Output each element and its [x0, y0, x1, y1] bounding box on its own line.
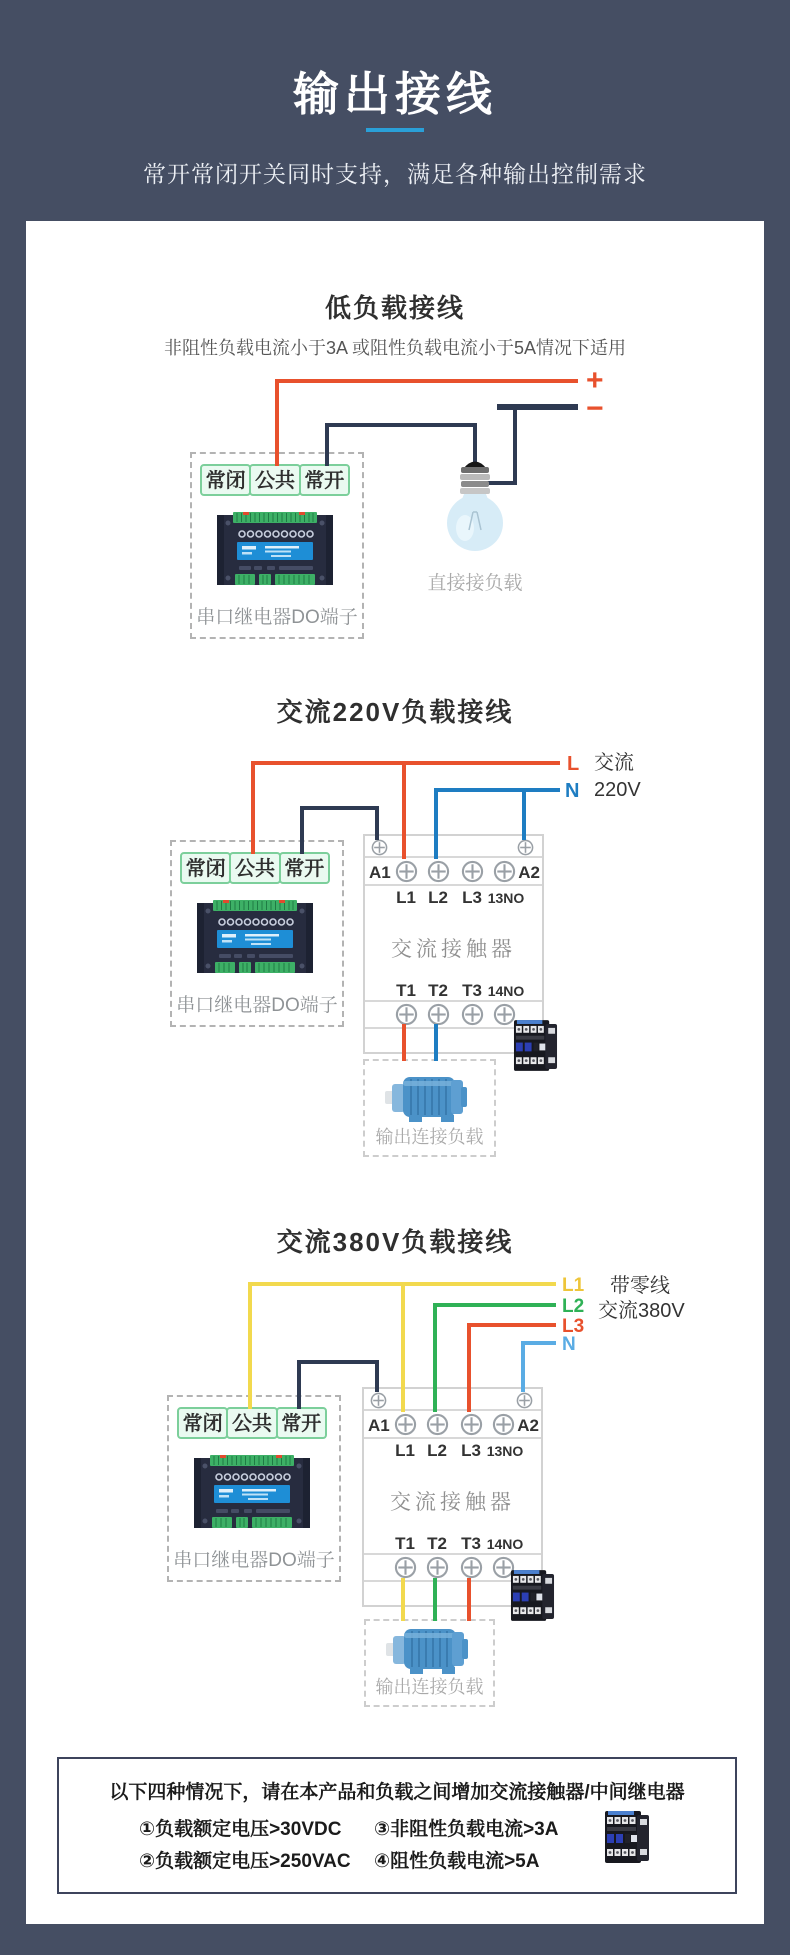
terminal-strip [180, 852, 330, 884]
notice-box [57, 1757, 737, 1894]
screw-t1-icon [395, 1003, 418, 1026]
label-l2: L2 [427, 1441, 447, 1460]
divider [364, 1409, 541, 1411]
terminal-nc: 常闭 [177, 1407, 228, 1439]
screw-l3-icon [461, 860, 484, 883]
label-t1: T1 [395, 1534, 415, 1553]
load-box-380 [364, 1619, 495, 1707]
terminal-com: 公共 [229, 852, 280, 884]
screw-a1-icon [370, 1392, 387, 1409]
relay-caption: 串口继电器DO端子 [176, 995, 338, 1016]
divider [365, 884, 542, 886]
label-t3: T3 [461, 1534, 481, 1553]
terminal-nc: 常闭 [200, 464, 251, 496]
minus-label: − [586, 392, 604, 425]
relay-do-box-1 [190, 452, 364, 639]
label-t1: T1 [396, 981, 416, 1000]
contactor-photo [510, 1568, 555, 1623]
screw-l3-icon [460, 1413, 483, 1436]
label-380-n: N [562, 1334, 576, 1355]
label-l3: L3 [461, 1441, 481, 1460]
label-l1: L1 [396, 888, 416, 907]
label-neutral-N: N [565, 780, 580, 802]
label-t2: T2 [427, 1534, 447, 1553]
screw-t3-icon [460, 1556, 483, 1579]
page-title: 输出接线 [293, 68, 497, 120]
notice-item-3: ③非阻性负载电流>3A [374, 1819, 559, 1840]
relay-do-box-2 [170, 840, 344, 1027]
relay-caption: 串口继电器DO端子 [173, 1550, 335, 1571]
screw-13no-icon [492, 1413, 515, 1436]
title-underline [366, 128, 424, 132]
terminal-strip [200, 464, 350, 496]
label-l3: L3 [462, 888, 482, 907]
terminal-strip [177, 1407, 327, 1439]
screw-l1-icon [395, 860, 418, 883]
screw-t2-icon [426, 1556, 449, 1579]
section1-subtitle: 非阻性负载电流小于3A 或阻性负载电流小于5A情况下适用 [163, 338, 627, 358]
label-l1: L1 [395, 1441, 415, 1460]
label-14no: 14NO [487, 983, 525, 999]
label-a1: A1 [369, 863, 391, 882]
label-14no: 14NO [486, 1536, 524, 1552]
light-bulb-image [445, 456, 505, 556]
label-380-l3: L3 [562, 1316, 585, 1337]
terminal-com: 公共 [249, 464, 300, 496]
label-a2: A2 [517, 1416, 539, 1435]
label-13no: 13NO [486, 1443, 524, 1459]
divider [365, 856, 542, 858]
terminal-no: 常开 [276, 1407, 327, 1439]
load-box-220 [363, 1059, 496, 1157]
notice-title: 以下四种情况下，请在本产品和负载之间增加交流接触器/中间继电器 [109, 1782, 685, 1803]
terminal-nc: 常闭 [180, 852, 231, 884]
relay-device-image [197, 900, 313, 976]
section1-title: 低负载接线 [324, 293, 465, 323]
ac220-note-line1: 交流 [594, 752, 634, 774]
ac380-note-line2: 交流380V [598, 1300, 685, 1322]
contactor-photo [513, 1018, 558, 1073]
label-t2: T2 [428, 981, 448, 1000]
relay-device-image [217, 512, 333, 588]
motor-image [385, 1075, 469, 1123]
page-subtitle: 常开常闭开关同时支持，满足各种输出控制需求 [143, 161, 647, 187]
label-380-l2: L2 [562, 1296, 585, 1317]
label-380-l1: L1 [562, 1275, 585, 1296]
notice-item-4: ④阻性负载电流>5A [374, 1851, 540, 1872]
screw-t1-icon [394, 1556, 417, 1579]
screw-t2-icon [427, 1003, 450, 1026]
relay-caption: 串口继电器DO端子 [196, 607, 358, 628]
screw-l2-icon [426, 1413, 449, 1436]
bulb-caption: 直接接负载 [427, 573, 523, 594]
motor-image [386, 1627, 470, 1675]
divider [364, 1437, 541, 1439]
motor-caption: 输出连接负载 [375, 1677, 484, 1697]
label-t3: T3 [462, 981, 482, 1000]
notice-item-1: ①负载额定电压>30VDC [139, 1819, 342, 1840]
screw-a2-icon [517, 839, 534, 856]
divider [364, 1553, 541, 1555]
motor-caption: 输出连接负载 [375, 1127, 484, 1147]
label-line-L: L [567, 753, 580, 775]
contactor-name: 交流接触器 [391, 938, 516, 961]
ac380-note-line1: 带零线 [610, 1275, 670, 1297]
divider [365, 1000, 542, 1002]
label-a1: A1 [368, 1416, 390, 1435]
contactor-name: 交流接触器 [390, 1491, 515, 1514]
notice-item-2: ②负载额定电压>250VAC [139, 1851, 351, 1872]
label-a2: A2 [518, 863, 540, 882]
terminal-no: 常开 [279, 852, 330, 884]
terminal-com: 公共 [226, 1407, 277, 1439]
screw-l1-icon [394, 1413, 417, 1436]
contactor-photo [604, 1809, 650, 1865]
screw-a1-icon [371, 839, 388, 856]
terminal-no: 常开 [299, 464, 350, 496]
screw-13no-icon [493, 860, 516, 883]
relay-device-image [194, 1455, 310, 1531]
label-l2: L2 [428, 888, 448, 907]
ac220-note-line2: 220V [594, 779, 641, 801]
screw-t3-icon [461, 1003, 484, 1026]
relay-do-box-3 [167, 1395, 341, 1582]
section2-title: 交流220V负载接线 [276, 697, 514, 727]
section3-title: 交流380V负载接线 [276, 1227, 514, 1257]
plus-label: + [586, 364, 604, 397]
screw-a2-icon [516, 1392, 533, 1409]
screw-l2-icon [427, 860, 450, 883]
label-13no: 13NO [487, 890, 525, 906]
